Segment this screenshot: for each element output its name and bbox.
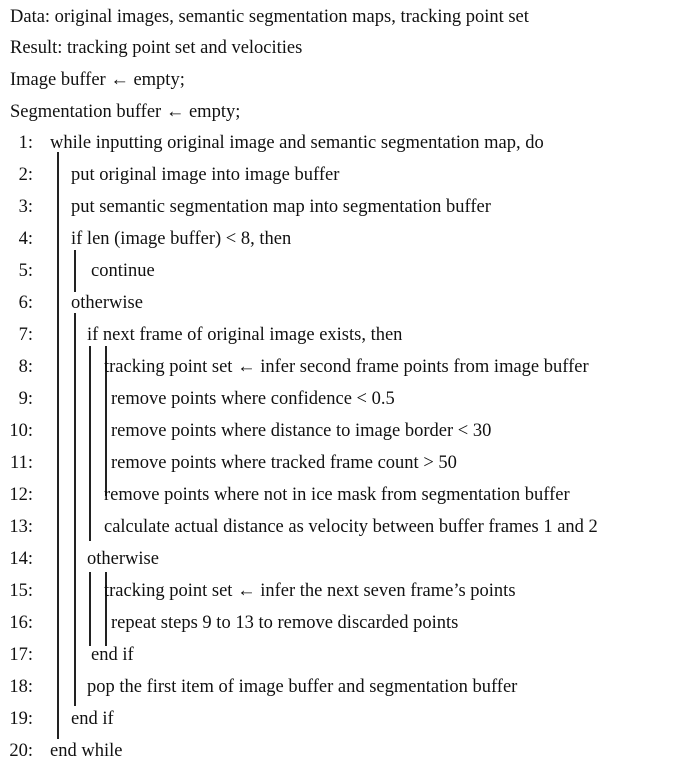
line-number: 18: [9,677,33,697]
code-line: if next frame of original image exists, then [87,325,403,345]
line-number: 6: [18,293,33,313]
code-line: repeat steps 9 to 13 to remove discarded points [111,613,459,633]
code-line: tracking point set ← infer the next seven frame’s points [104,581,516,601]
line-number: 10: [9,421,33,441]
algorithm-data-line: Data: original images, semantic segmentation maps, tracking point set [10,7,529,27]
line-number: 14: [9,549,33,569]
line-number: 15: [9,581,33,601]
line-number: 19: [9,709,33,729]
line-number: 5: [18,261,33,281]
line-number: 8: [18,357,33,377]
if-len-block-bar [74,250,76,292]
line-number: 4: [18,229,33,249]
line-number: 17: [9,645,33,665]
code-line: pop the first item of image buffer and segmentation buffer [87,677,518,697]
code-line: remove points where tracked frame count > 50 [111,453,457,473]
line-number: 11: [10,453,33,473]
code-line: calculate actual distance as velocity between buffer frames 1 and 2 [104,517,598,537]
code-line: while inputting original image and semantic segmentation map, do [50,133,544,153]
segmentation-buffer-init: Segmentation buffer ← empty; [10,102,241,122]
algorithm-result-line: Result: tracking point set and velocities [10,38,303,58]
line-number: 3: [18,197,33,217]
code-line: put original image into image buffer [71,165,340,185]
otherwise-block-bar [74,313,76,706]
line-number: 2: [18,165,33,185]
code-line: end while [50,741,123,761]
code-line: otherwise [87,549,159,569]
line-number: 7: [18,325,33,345]
line-number: 12: [9,485,33,505]
line-number: 9: [18,389,33,409]
line-number: 13: [9,517,33,537]
image-buffer-init: Image buffer ← empty; [10,70,185,90]
code-line: end if [71,709,114,729]
while-block-bar [57,152,59,739]
code-line: put semantic segmentation map into segmentation buffer [71,197,491,217]
otherwise-inner-block-bar [89,572,91,646]
code-line: remove points where distance to image border < 30 [111,421,492,441]
code-line: end if [91,645,134,665]
code-line: remove points where not in ice mask from segmentation buffer [104,485,570,505]
line-number: 16: [9,613,33,633]
code-line: tracking point set ← infer second frame points from image buffer [104,357,589,377]
line-number: 1: [18,133,33,153]
code-line: remove points where confidence < 0.5 [111,389,395,409]
line-number: 20: [9,741,33,761]
code-line: if len (image buffer) < 8, then [71,229,292,249]
code-line: otherwise [71,293,143,313]
code-line: continue [91,261,155,281]
if-next-frame-block-bar [89,346,91,541]
